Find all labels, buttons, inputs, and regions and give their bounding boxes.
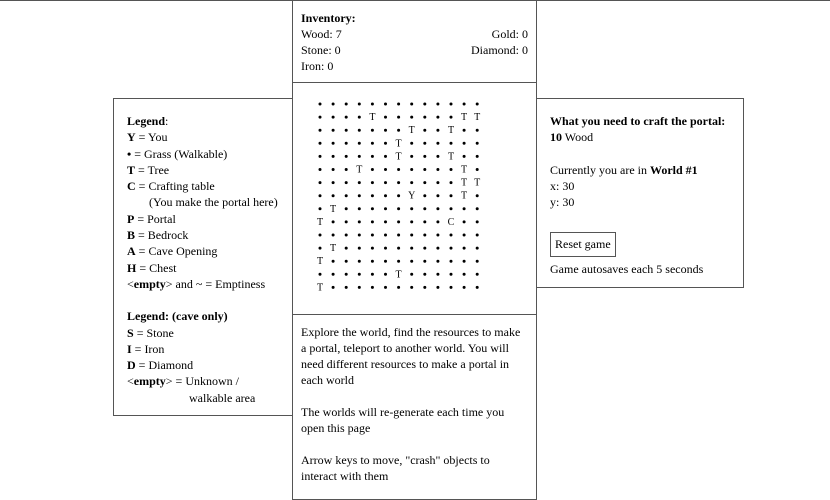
- tree-tile: T: [356, 164, 363, 176]
- craft-requirement: 10 Wood: [550, 130, 594, 145]
- grass-tile: [476, 103, 479, 106]
- tree-tile: T: [316, 282, 324, 294]
- grass-tile: [384, 194, 387, 197]
- grass-tile: [410, 142, 413, 145]
- grass-tile: [463, 220, 466, 223]
- coord-y: y: 30: [550, 195, 575, 210]
- grass-tile: [423, 116, 426, 119]
- tree-tile: T: [461, 190, 468, 202]
- tree-tile: T: [461, 164, 468, 176]
- inventory-iron: Iron: 0: [301, 59, 334, 73]
- grass-tile: [319, 155, 322, 158]
- grass-tile: [332, 155, 335, 158]
- grass-tile: [476, 194, 479, 197]
- grass-tile: [397, 129, 400, 132]
- grass-tile: [410, 168, 413, 171]
- legend-item-stone: S = Stone: [127, 325, 174, 340]
- tree-tile: T: [408, 125, 415, 137]
- grass-tile: [384, 129, 387, 132]
- grass-tile: [410, 247, 413, 250]
- grass-tile: [345, 181, 348, 184]
- grass-tile: [410, 207, 413, 210]
- grass-tile: [476, 234, 479, 237]
- grass-tile: [476, 247, 479, 250]
- grass-tile: [345, 129, 348, 132]
- grass-tile: [345, 142, 348, 145]
- grass-tile: [410, 181, 413, 184]
- grass-tile: [397, 207, 400, 210]
- grass-tile: [384, 181, 387, 184]
- grass-tile: [423, 273, 426, 276]
- grass-tile: [463, 273, 466, 276]
- grass-tile: [450, 207, 453, 210]
- grass-tile: [410, 286, 413, 289]
- grass-tile: [463, 142, 466, 145]
- grass-tile: [463, 207, 466, 210]
- grass-tile: [476, 260, 479, 263]
- inventory-title: Inventory:: [301, 11, 356, 25]
- grass-tile: [345, 220, 348, 223]
- grass-tile: [423, 155, 426, 158]
- grass-tile: [358, 247, 361, 250]
- grass-tile: [358, 116, 361, 119]
- grass-tile: [319, 247, 322, 250]
- grass-tile: [436, 286, 439, 289]
- grass-tile: [371, 207, 374, 210]
- grass-tile: [397, 103, 400, 106]
- legend-item-chest: H = Chest: [127, 260, 177, 275]
- grass-tile: [397, 247, 400, 250]
- grass-tile: [450, 103, 453, 106]
- grass-tile: [423, 168, 426, 171]
- grass-tile: [476, 155, 479, 158]
- inventory-gold: Gold: 0: [491, 27, 528, 41]
- grass-tile: [358, 194, 361, 197]
- grass-tile: [384, 103, 387, 106]
- instructions-goal: Explore the world, find the resources to make a portal, teleport to another world. You will need different resources to make a portal in each world: [301, 325, 521, 387]
- grass-tile: [345, 168, 348, 171]
- reset-game-button[interactable]: Reset game: [550, 232, 616, 257]
- grass-tile: [371, 247, 374, 250]
- legend-item-unknown-cont: walkable area: [189, 390, 256, 405]
- grass-tile: [436, 220, 439, 223]
- grass-tile: [319, 129, 322, 132]
- grass-tile: [358, 273, 361, 276]
- grass-tile: [450, 142, 453, 145]
- grass-tile: [436, 168, 439, 171]
- craft-title: What you need to craft the portal:: [550, 114, 726, 128]
- grass-tile: [358, 155, 361, 158]
- grass-tile: [345, 273, 348, 276]
- grass-tile: [436, 234, 439, 237]
- grass-tile: [450, 260, 453, 263]
- grass-tile: [476, 142, 479, 145]
- tree-tile: T: [395, 138, 402, 150]
- grass-tile: [423, 181, 426, 184]
- grass-tile: [332, 116, 335, 119]
- grass-tile: [371, 194, 374, 197]
- grass-tile: [463, 286, 466, 289]
- grass-tile: [371, 234, 374, 237]
- grass-tile: [450, 194, 453, 197]
- grass-tile: [345, 155, 348, 158]
- grass-tile: [384, 155, 387, 158]
- current-world: Currently you are in World #1: [550, 162, 698, 177]
- grass-tile: [358, 103, 361, 106]
- grass-tile: [371, 168, 374, 171]
- grass-tile: [345, 247, 348, 250]
- grass-tile: [450, 116, 453, 119]
- grass-tile: [423, 247, 426, 250]
- grass-tile: [371, 273, 374, 276]
- game-grid[interactable]: [315, 98, 515, 298]
- grass-tile: [371, 155, 374, 158]
- grass-tile: [410, 273, 413, 276]
- grass-tile: [436, 194, 439, 197]
- grass-tile: [397, 181, 400, 184]
- grass-tile: [345, 207, 348, 210]
- grass-tile: [450, 181, 453, 184]
- grass-tile: [384, 116, 387, 119]
- grass-tile: [319, 116, 322, 119]
- tree-tile: T: [369, 112, 376, 124]
- grass-tile: [410, 260, 413, 263]
- grass-tile: [410, 155, 413, 158]
- grass-tile: [384, 207, 387, 210]
- grass-tile: [358, 129, 361, 132]
- grass-tile: [319, 103, 322, 106]
- grass-tile: [397, 168, 400, 171]
- grass-tile: [463, 247, 466, 250]
- grass-tile: [358, 220, 361, 223]
- grass-tile: [450, 234, 453, 237]
- grass-tile: [463, 103, 466, 106]
- legend-item-you: Y = You: [127, 130, 168, 145]
- grass-tile: [371, 286, 374, 289]
- tree-tile: T: [330, 203, 337, 215]
- grass-tile: [358, 207, 361, 210]
- grass-tile: [384, 168, 387, 171]
- grass-tile: [332, 220, 335, 223]
- tree-tile: T: [474, 177, 481, 189]
- craft-panel: [536, 98, 744, 288]
- grass-tile: [358, 181, 361, 184]
- tree-tile: T: [461, 177, 468, 189]
- legend-item-cave-opening: A = Cave Opening: [127, 244, 218, 259]
- legend-title: Legend:: [127, 114, 169, 128]
- grass-tile: [319, 234, 322, 237]
- grass-tile: [450, 168, 453, 171]
- grass-tile: [397, 220, 400, 223]
- instructions-panel: [292, 314, 537, 500]
- game-board-panel: [292, 82, 537, 315]
- grass-tile: [384, 220, 387, 223]
- crafting-table-tile: C: [447, 216, 455, 228]
- grass-tile: [410, 116, 413, 119]
- legend-item-bedrock: B = Bedrock: [127, 228, 189, 243]
- grass-tile: [423, 129, 426, 132]
- grass-tile: [476, 168, 479, 171]
- grass-tile: [384, 234, 387, 237]
- grass-tile: [423, 234, 426, 237]
- tree-tile: T: [330, 243, 337, 255]
- instructions-controls: Arrow keys to move, "crash" objects to interact with them: [301, 453, 490, 483]
- grass-tile: [450, 273, 453, 276]
- grass-tile: [436, 181, 439, 184]
- grass-tile: [371, 103, 374, 106]
- grass-tile: [436, 207, 439, 210]
- grass-tile: [384, 273, 387, 276]
- tree-tile: T: [447, 125, 455, 137]
- grass-tile: [345, 260, 348, 263]
- grass-tile: [397, 194, 400, 197]
- grass-tile: [397, 260, 400, 263]
- grass-tile: [436, 155, 439, 158]
- autosave-note: Game autosaves each 5 seconds: [550, 262, 704, 277]
- tree-tile: T: [316, 216, 324, 228]
- grass-tile: [332, 260, 335, 263]
- grass-tile: [436, 103, 439, 106]
- tree-tile: T: [461, 112, 468, 124]
- grass-tile: [476, 273, 479, 276]
- grass-tile: [397, 234, 400, 237]
- legend-item-unknown: <empty> = Unknown /: [127, 374, 239, 389]
- grass-tile: [476, 220, 479, 223]
- legend-item-iron: I = Iron: [127, 341, 165, 356]
- grass-tile: [463, 260, 466, 263]
- grass-tile: [332, 142, 335, 145]
- grass-tile: [319, 207, 322, 210]
- grass-tile: [463, 155, 466, 158]
- grass-tile: [436, 273, 439, 276]
- grass-tile: [384, 260, 387, 263]
- grass-tile: [358, 142, 361, 145]
- grass-tile: [410, 103, 413, 106]
- grass-tile: [371, 181, 374, 184]
- grass-tile: [319, 181, 322, 184]
- grass-tile: [450, 286, 453, 289]
- grass-tile: [423, 194, 426, 197]
- grass-tile: [450, 247, 453, 250]
- grass-tile: [332, 273, 335, 276]
- tree-tile: T: [395, 269, 402, 281]
- inventory-wood: Wood: 7: [301, 27, 342, 41]
- grass-tile: [397, 286, 400, 289]
- grass-tile: [332, 168, 335, 171]
- grass-tile: [319, 142, 322, 145]
- grass-tile: [423, 103, 426, 106]
- grass-tile: [371, 220, 374, 223]
- legend-item-crafting-table: C = Crafting table: [127, 179, 215, 194]
- grass-tile: [371, 129, 374, 132]
- grass-tile: [332, 181, 335, 184]
- grass-tile: [476, 286, 479, 289]
- grass-tile: [423, 286, 426, 289]
- grass-tile: [384, 286, 387, 289]
- grass-tile: [436, 260, 439, 263]
- tree-tile: T: [316, 256, 324, 268]
- inventory-stone: Stone: 0: [301, 43, 341, 57]
- grass-tile: [476, 129, 479, 132]
- grass-tile: [371, 142, 374, 145]
- legend-item-grass: • = Grass (Walkable): [127, 146, 228, 161]
- grass-tile: [345, 103, 348, 106]
- legend-panel: [113, 98, 293, 416]
- grass-tile: [319, 273, 322, 276]
- grass-tile: [436, 142, 439, 145]
- grass-tile: [371, 260, 374, 263]
- coord-x: x: 30: [550, 178, 575, 193]
- legend-item-tree: T = Tree: [127, 162, 170, 177]
- grass-tile: [358, 234, 361, 237]
- grass-tile: [423, 142, 426, 145]
- grass-tile: [423, 220, 426, 223]
- grass-tile: [332, 103, 335, 106]
- grass-tile: [436, 129, 439, 132]
- grass-tile: [332, 286, 335, 289]
- grass-tile: [345, 234, 348, 237]
- grass-tile: [410, 234, 413, 237]
- grass-tile: [423, 207, 426, 210]
- grass-tile: [476, 207, 479, 210]
- grass-tile: [358, 260, 361, 263]
- grass-tile: [423, 260, 426, 263]
- tree-tile: T: [447, 151, 455, 163]
- grass-tile: [345, 194, 348, 197]
- player-tile: Y: [408, 190, 416, 202]
- grass-tile: [463, 129, 466, 132]
- grass-tile: [345, 286, 348, 289]
- grass-tile: [332, 194, 335, 197]
- tree-tile: T: [474, 112, 481, 124]
- legend-item-portal: P = Portal: [127, 211, 176, 226]
- legend-item-emptiness: <empty> and ~ = Emptiness: [127, 276, 266, 291]
- grass-tile: [463, 234, 466, 237]
- legend-item-crafting-note: (You make the portal here): [149, 195, 278, 210]
- tree-tile: T: [395, 151, 402, 163]
- grass-tile: [436, 247, 439, 250]
- inventory-panel: [292, 0, 537, 83]
- inventory-diamond: Diamond: 0: [471, 43, 528, 57]
- instructions-regenerate: The worlds will re-generate each time you open this page: [301, 405, 505, 435]
- grass-tile: [345, 116, 348, 119]
- legend-item-diamond: D = Diamond: [127, 358, 194, 373]
- grass-tile: [384, 142, 387, 145]
- grass-tile: [358, 286, 361, 289]
- grass-tile: [397, 116, 400, 119]
- grass-tile: [332, 129, 335, 132]
- grass-tile: [319, 168, 322, 171]
- grass-tile: [332, 234, 335, 237]
- grass-tile: [384, 247, 387, 250]
- grass-tile: [319, 194, 322, 197]
- legend-cave-title: Legend: (cave only): [127, 309, 228, 324]
- grass-tile: [410, 220, 413, 223]
- grass-tile: [436, 116, 439, 119]
